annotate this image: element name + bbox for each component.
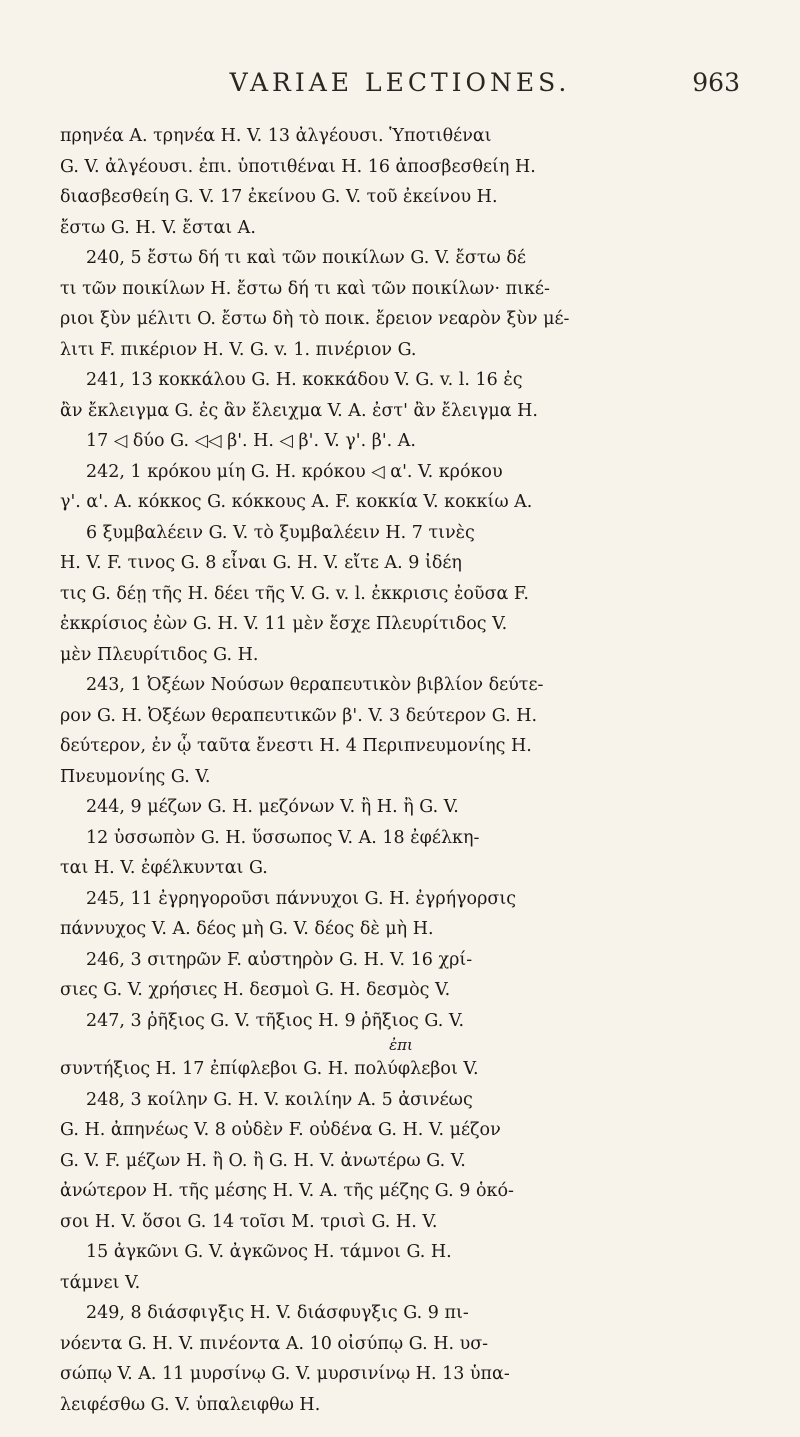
text-line: 246, 3 σιτηρῶν F. αὐστηρὸν G. H. V. 16 χρί- — [86, 949, 473, 970]
text-line: 245, 11 ἐγρηγοροῦσι πάννυχοι G. H. ἐγρήγορσις — [86, 888, 516, 909]
text-line: τι τῶν ποικίλων H. ἔστω δή τι καὶ τῶν ποικίλων· πικέ- — [60, 278, 550, 299]
text-line: συντήξιος H. 17 ἐπίφλεβοι G. H. πολύφλεβοι V. — [60, 1059, 479, 1079]
text-line: 12 ὑσσωπὸν G. H. ὕσσωπος V. A. 18 ἐφέλκη- — [86, 827, 480, 848]
text-line: 248, 3 κοίλην G. H. V. κοιλίην A. 5 ἀσινέως — [86, 1089, 473, 1110]
text-line: 244, 9 μέζων G. H. μεζόνων V. ἢ H. ἢ G. V. — [86, 797, 459, 817]
text-line: σιες G. V. χρήσιες H. δεσμοὶ G. H. δεσμὸς V. — [60, 980, 451, 1000]
text-line: 241, 13 κοκκάλου G. H. κοκκάδου V. G. v. l. 16 ἐς — [86, 370, 523, 390]
text-line: σοι H. V. ὅσοι G. 14 τοῖσι M. τρισὶ G. H. V. — [60, 1211, 438, 1232]
text-line: δεύτερον, ἐν ᾧ ταῦτα ἔνεστι H. 4 Περιπνευμονίης H. — [60, 736, 532, 756]
text-line: πρηνέα A. τρηνέα H. V. 13 ἀλγέουσι. Ὑποτιθέναι — [60, 126, 492, 146]
text-line: τις G. δέῃ τῆς H. δέει τῆς V. G. v. l. ἐκκρισις ἐοῦσα F. — [60, 583, 529, 604]
text-line: 242, 1 κρόκου μίη G. H. κρόκου ◁ α'. V. κρόκου — [86, 461, 503, 482]
text-line: 15 ἀγκῶνι G. V. ἀγκῶνος H. τάμνοι G. H. — [86, 1242, 452, 1262]
text-line: ἐκκρίσιος ἐὼν G. H. V. 11 μὲν ἔσχε Πλευρίτιδος V. — [60, 614, 508, 634]
text-line: H. V. F. τινος G. 8 εἶναι G. H. V. εἴτε A. 9 ἰδέη — [60, 553, 462, 573]
text-line: G. V. F. μέζων H. ἢ O. ἢ G. H. V. ἀνωτέρω G. V. — [60, 1150, 466, 1171]
text-line: 6 ξυμβαλέειν G. V. τὸ ξυμβαλέειν H. 7 τινὲς — [86, 522, 475, 543]
text-line: ἔστω G. H. V. ἔσται A. — [60, 217, 256, 238]
page-number: 963 — [692, 68, 740, 97]
text-line: μὲν Πλευρίτιδος G. H. — [60, 644, 259, 665]
text-line: λιτι F. πικέριον H. V. G. v. 1. πινέριον G. — [60, 339, 417, 360]
text-line: ἀνώτερον H. τῆς μέσης H. V. A. τῆς μέζης G. 9 ὁκό- — [60, 1181, 514, 1201]
text-line: σώπῳ V. A. 11 μυρσίνῳ G. V. μυρσινίνῳ H. 13 ὑπα- — [60, 1364, 510, 1384]
text-line: G. V. ἀλγέουσι. ἐπι. ὑποτιθέναι H. 16 ἀποσβεσθείη H. — [60, 156, 536, 177]
text-line: Πνευμονίης G. V. — [60, 766, 211, 787]
text-line: G. H. ἀπηνέως V. 8 οὐδὲν F. οὐδένα G. H. V. μέζον — [60, 1120, 501, 1140]
text-line: ἐπι — [389, 1036, 413, 1054]
text-line: πάννυχος V. A. δέος μὴ G. V. δέος δὲ μὴ H. — [60, 919, 434, 939]
text-line: 240, 5 ἔστω δή τι καὶ τῶν ποικίλων G. V. ἔστω δέ — [86, 248, 526, 268]
text-line: νόεντα G. H. V. πινέοντα A. 10 οἰσύπῳ G. H. υσ- — [60, 1333, 489, 1354]
text-line: 249, 8 διάσφιγξις H. V. διάσφυγξις G. 9 πι- — [86, 1303, 469, 1323]
text-line: ἂν ἔκλειγμα G. ἐς ἂν ἔλειχμα V. A. ἐστ' ἂν ἔλειγμα H. — [60, 400, 538, 421]
apparatus-text — [60, 121, 742, 1420]
text-line: ριοι ξὺν μέλιτι O. ἔστω δὴ τὸ ποικ. ἔρειον νεαρὸν ξὺν μέ- — [60, 309, 570, 329]
text-line: ρον G. H. Ὀξέων θεραπευτικῶν β'. V. 3 δεύτερον G. H. — [60, 705, 538, 726]
text-line: διασβεσθείη G. V. 17 ἐκείνου G. V. τοῦ ἐκείνου H. — [60, 187, 498, 207]
running-title: VARIAE LECTIONES. — [229, 68, 571, 97]
text-line: 17 ◁ δύο G. ◁◁ β'. H. ◁ β'. V. γ'. β'. A. — [86, 431, 416, 451]
text-line: ται H. V. ἐφέλκυνται G. — [60, 858, 268, 878]
text-line: τάμνει V. — [60, 1272, 141, 1293]
text-line: 243, 1 Ὀξέων Νούσων θεραπευτικὸν βιβλίον δεύτε- — [86, 675, 544, 695]
text-line: γ'. α'. A. κόκκος G. κόκκους A. F. κοκκία V. κοκκίω A. — [60, 492, 533, 512]
page-header — [0, 68, 800, 108]
text-line: λειφέσθω G. V. ὑπαλειφθω H. — [60, 1394, 321, 1415]
text-line: 247, 3 ῥῆξιος G. V. τῆξιος H. 9 ῥῆξιος G. V. — [86, 1010, 465, 1031]
